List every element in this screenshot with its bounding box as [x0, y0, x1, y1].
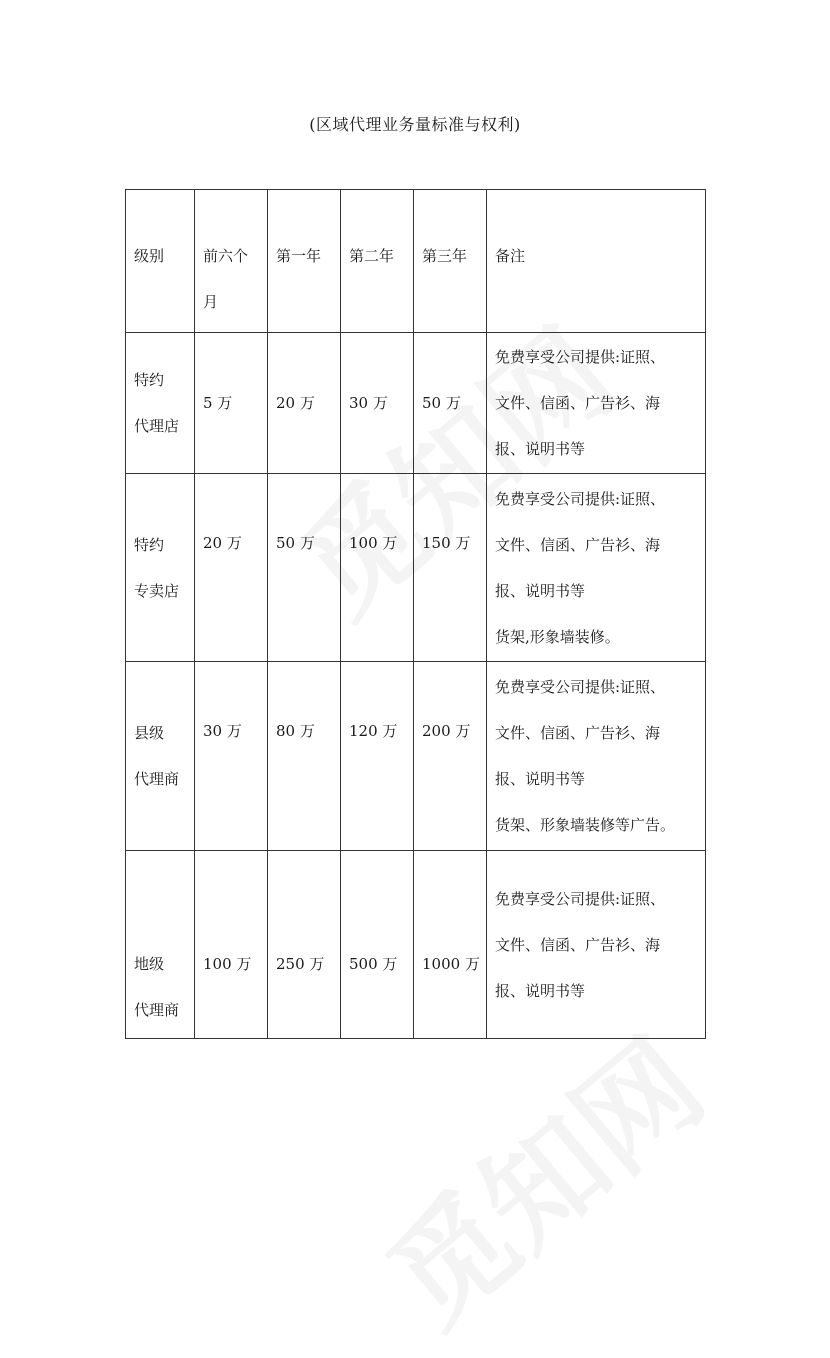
year1-cell: 250 万 [268, 851, 341, 1039]
header-notes: 备注 [487, 190, 706, 333]
watermark-bottom [347, 994, 733, 1357]
six-month-cell: 5 万 [195, 333, 268, 474]
level-cell: 地级 代理商 [126, 851, 195, 1039]
level-cell: 特约 专卖店 [126, 474, 195, 662]
notes-cell: 免费享受公司提供:证照、 文件、信函、广告衫、海 报、说明书等 货架、形象墙装修等广告。 [487, 662, 706, 851]
header-row [126, 190, 706, 333]
year2-cell: 120 万 [341, 662, 414, 851]
year3-cell: 200 万 [414, 662, 487, 851]
header-year1: 第一年 [268, 190, 341, 333]
document-title: (区域代理业务量标准与权利) [309, 115, 521, 134]
table-row [126, 662, 706, 851]
notes-cell: 免费享受公司提供:证照、 文件、信函、广告衫、海 报、说明书等 货架,形象墙装修。 [487, 474, 706, 662]
header-level: 级别 [126, 190, 195, 333]
notes-cell: 免费享受公司提供:证照、 文件、信函、广告衫、海 报、说明书等 [487, 851, 706, 1039]
six-month-cell: 20 万 [195, 474, 268, 662]
header-first-six-months: 前六个 月 [195, 190, 268, 333]
year2-cell: 500 万 [341, 851, 414, 1039]
year3-cell: 50 万 [414, 333, 487, 474]
six-month-cell: 30 万 [195, 662, 268, 851]
year1-cell: 50 万 [268, 474, 341, 662]
level-cell: 特约 代理店 [126, 333, 195, 474]
level-cell: 县级 代理商 [126, 662, 195, 851]
header-year3: 第三年 [414, 190, 487, 333]
table-row [126, 333, 706, 474]
year2-cell: 30 万 [341, 333, 414, 474]
year2-cell: 100 万 [341, 474, 414, 662]
table-row [126, 474, 706, 662]
header-year2: 第二年 [341, 190, 414, 333]
agent-standards-table [125, 189, 706, 1039]
table-row [126, 851, 706, 1039]
notes-cell: 免费享受公司提供:证照、 文件、信函、广告衫、海 报、说明书等 [487, 333, 706, 474]
year1-cell: 80 万 [268, 662, 341, 851]
year3-cell: 150 万 [414, 474, 487, 662]
year3-cell: 1000 万 [414, 851, 487, 1039]
six-month-cell: 100 万 [195, 851, 268, 1039]
year1-cell: 20 万 [268, 333, 341, 474]
